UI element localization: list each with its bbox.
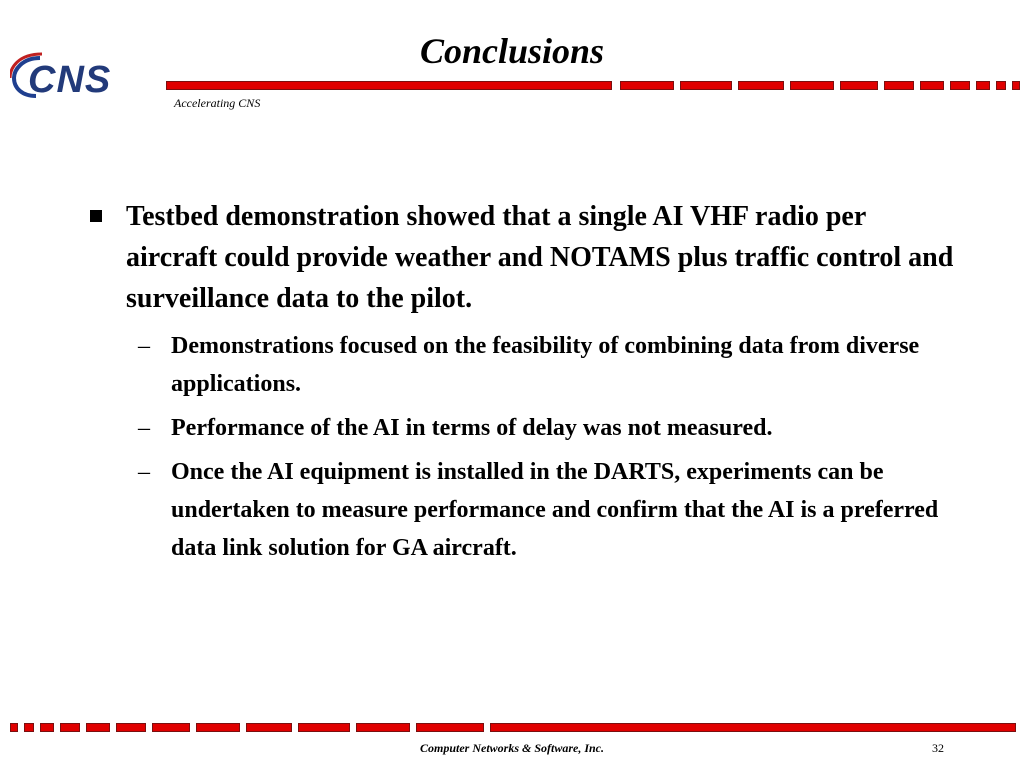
slide-body xyxy=(86,196,956,573)
logo-tagline: Accelerating CNS xyxy=(174,96,261,110)
page-number: 32 xyxy=(932,741,944,755)
sub-bullet-list xyxy=(86,327,956,567)
dash-marker: – xyxy=(138,459,150,485)
header-divider xyxy=(0,81,1024,90)
sub-bullet-text: Once the AI equipment is installed in the DARTS, experiments can be undertaken to measure performance and confirm that the AI is a preferred data link solution for GA aircraft. xyxy=(171,459,939,561)
slide-title: Conclusions xyxy=(419,31,605,71)
footer-divider xyxy=(0,723,1024,732)
sub-bullet-item xyxy=(136,327,956,403)
cns-logo xyxy=(10,52,160,102)
sub-bullet-text: Demonstrations focused on the feasibility of combining data from diverse applications. xyxy=(171,333,920,397)
bullet-item xyxy=(86,196,956,319)
sub-bullet-item xyxy=(136,453,956,567)
footer-company: Computer Networks & Software, Inc. xyxy=(419,741,605,755)
dash-marker: – xyxy=(138,415,150,441)
sub-bullet-text: Performance of the AI in terms of delay was not measured. xyxy=(171,415,773,441)
sub-bullet-item xyxy=(136,409,956,447)
logo-text: CNS xyxy=(28,59,112,101)
bullet-text: Testbed demonstration showed that a single AI VHF radio per aircraft could provide weather and NOTAMS plus traffic control and surveillance data to the pilot. xyxy=(126,201,954,314)
dash-marker: – xyxy=(138,333,150,359)
square-bullet-icon xyxy=(90,210,102,222)
